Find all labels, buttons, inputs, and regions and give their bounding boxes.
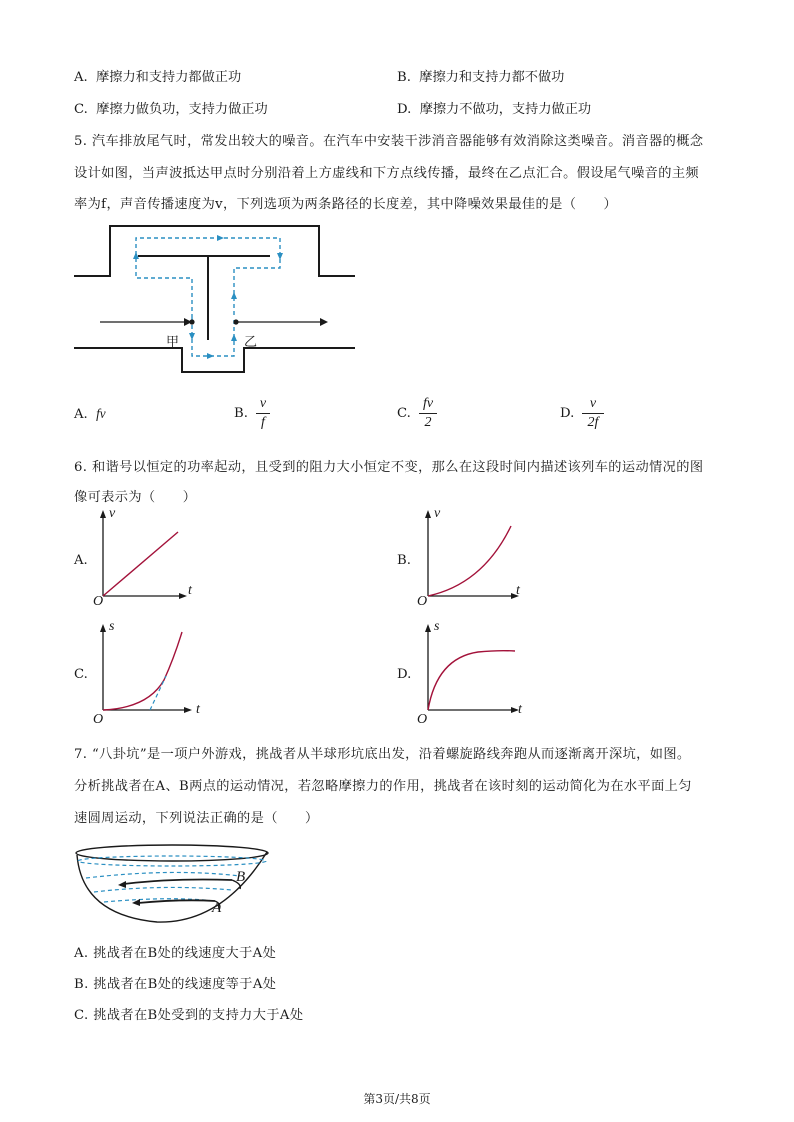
q5-option-c-fraction: fv 2 <box>419 396 437 431</box>
q5-stem-line-3: 率为f，声音传播速度为v，下列选项为两条路径的长度差，其中降噪效果最佳的是（ ） <box>74 197 618 212</box>
q4-option-b: B. 摩擦力和支持力都不做功 <box>397 70 565 85</box>
q6-graph-b-y-label: v <box>434 506 441 521</box>
label-yi: 乙 <box>244 335 258 350</box>
q6-graph-b-origin: O <box>417 594 428 609</box>
q5-option-d-letter: D. <box>560 406 575 421</box>
q6-graph-c-y-label: s <box>109 619 115 634</box>
q4-option-a: A. 摩擦力和支持力都做正功 <box>74 70 242 85</box>
q6-graph-d-y-label: s <box>434 619 440 634</box>
q5-stem-line-2: 设计如图，当声波抵达甲点时分别沿着上方虚线和下方点线传播，最终在乙点汇合。假设尾气噪音的主频 <box>74 166 700 181</box>
q6-graph-b-letter: B. <box>397 553 411 568</box>
label-jia: 甲 <box>166 335 180 350</box>
q6-graph-b <box>423 508 523 608</box>
q5-option-b-fraction: v f <box>256 396 270 431</box>
q7-option-a: A. 挑战者在B处的线速度大于A处 <box>74 946 277 961</box>
label-a: A <box>212 900 222 916</box>
q6-graph-d-origin: O <box>417 712 428 727</box>
muffler-diagram <box>74 222 359 377</box>
q5-stem-line-1: 5. 汽车排放尾气时，常发出较大的噪音。在汽车中安装干涉消音器能够有效消除这类噪音。消音器的概念 <box>74 134 704 149</box>
q6-graph-a-x-label: t <box>188 583 192 598</box>
q6-graph-d <box>423 622 528 722</box>
q6-graph-a-origin: O <box>93 594 104 609</box>
q7-stem-line-2: 分析挑战者在A、B两点的运动情况，若忽略摩擦力的作用，挑战者在该时刻的运动简化为在水平面上匀 <box>74 779 692 794</box>
q4-option-d: D. 摩擦力不做功，支持力做正功 <box>397 102 592 117</box>
q5-option-a: A. fv <box>74 406 106 422</box>
q6-stem-line-2: 像可表示为（ ） <box>74 490 197 505</box>
q6-stem-line-1: 6. 和谐号以恒定的功率起动，且受到的阻力大小恒定不变，那么在这段时间内描述该列车的运动情况的图 <box>74 460 704 475</box>
q6-graph-d-letter: D. <box>397 667 412 682</box>
q6-graph-c-x-label: t <box>196 702 200 717</box>
q7-option-b: B. 挑战者在B处的线速度等于A处 <box>74 977 277 992</box>
q7-stem-line-3: 速圆周运动，下列说法正确的是（ ） <box>74 811 319 826</box>
q4-option-c: C. 摩擦力做负功，支持力做正功 <box>74 102 268 117</box>
q6-graph-c-letter: C. <box>74 667 88 682</box>
q6-graph-a-y-label: v <box>109 506 116 521</box>
q6-graph-d-x-label: t <box>518 702 522 717</box>
q7-option-c: C. 挑战者在B处受到的支持力大于A处 <box>74 1008 304 1023</box>
q7-stem-line-1: 7. “八卦坑”是一项户外游戏，挑战者从半球形坑底出发，沿着螺旋路线奔跑从而逐渐离开深坑，如图。 <box>74 747 691 762</box>
page-footer: 第3页/共8页 <box>363 1092 431 1106</box>
q5-option-c-letter: C. <box>397 406 411 421</box>
q6-graph-b-x-label: t <box>516 583 520 598</box>
q6-graph-c-origin: O <box>93 712 104 727</box>
q5-option-b-letter: B. <box>234 406 248 421</box>
q6-graph-a-letter: A. <box>74 553 88 568</box>
q6-graph-c <box>98 622 203 722</box>
q5-option-d-fraction: v 2f <box>582 396 604 431</box>
q6-graph-a <box>98 508 198 608</box>
label-b: B <box>236 869 246 885</box>
